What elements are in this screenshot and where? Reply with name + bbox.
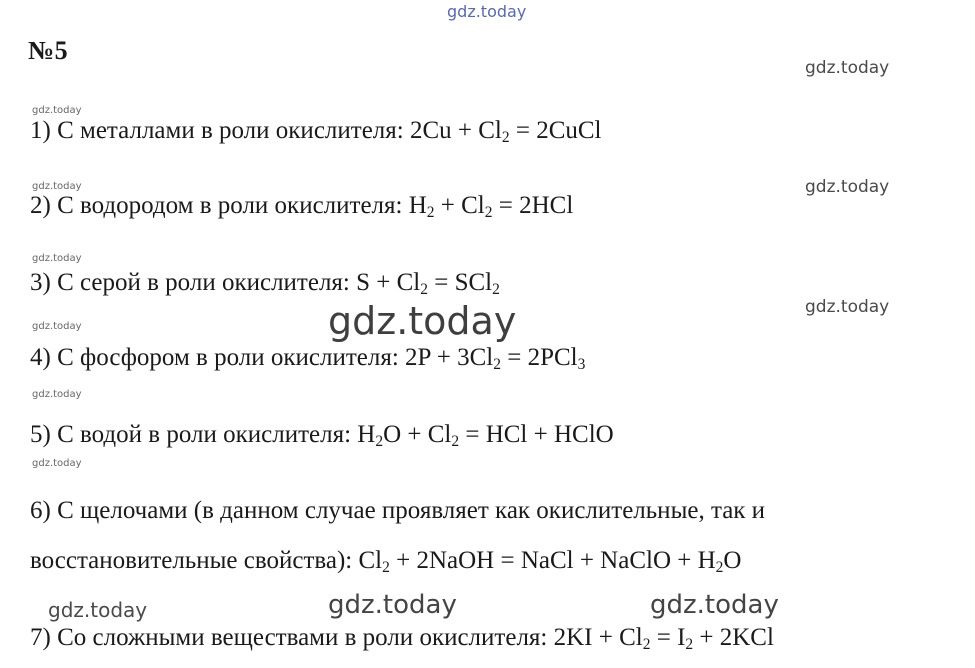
watermark-tiny-4: gdz.today [32, 321, 82, 332]
subscript: 2 [426, 203, 435, 221]
subscript: 2 [375, 432, 384, 450]
watermark-bottom-mid: gdz.today [328, 590, 457, 620]
watermark-tiny-6: gdz.today [32, 458, 82, 469]
reaction-line-1 [30, 117, 602, 146]
watermark-tiny-2: gdz.today [32, 181, 82, 192]
watermark-tiny-1: gdz.today [32, 105, 82, 116]
reaction-line-5 [30, 421, 614, 450]
line-text: = HCl + HClO [459, 421, 614, 448]
problem-number: №5 [28, 36, 69, 65]
subscript: 2 [420, 280, 428, 298]
subscript: 2 [382, 558, 390, 576]
watermark-top: gdz.today [447, 2, 527, 21]
line-text: 7) Со сложными веществами в роли окислителя: 2KI + Cl [30, 624, 643, 651]
watermark-tiny-3: gdz.today [32, 253, 82, 264]
subscript: 2 [484, 203, 493, 221]
reaction-line-2 [30, 192, 574, 221]
subscript: 3 [577, 355, 586, 373]
reaction-line-6 [30, 498, 765, 523]
reaction-line-3 [30, 269, 500, 298]
subscript: 2 [492, 280, 500, 298]
line-text: + 2NaOH = NaCl + NaClO + H [389, 547, 716, 574]
line-text: O [723, 547, 742, 574]
watermark-bottom-left: gdz.today [48, 598, 148, 622]
line-text: O + Cl [383, 421, 452, 448]
subscript: 2 [501, 128, 510, 146]
subscript: 2 [451, 432, 460, 450]
line-text: = 2CuCl [509, 117, 602, 144]
subscript: 2 [493, 355, 501, 373]
line-text: 4) С фосфором в роли окислителя: 2P + 3Cl [30, 344, 494, 371]
reaction-line-7 [30, 547, 742, 576]
line-text: = 2PCl [500, 344, 578, 371]
line-text: = I [650, 624, 686, 651]
subscript: 2 [642, 635, 651, 653]
line-text: = SCl [428, 269, 493, 296]
watermark-bottom-right: gdz.today [650, 590, 779, 620]
reaction-line-4 [30, 344, 586, 373]
subscript: 2 [685, 635, 694, 653]
reaction-line-8 [30, 624, 774, 653]
line-text: восстановительные свойства): Cl [30, 547, 383, 574]
watermark-tiny-5: gdz.today [32, 389, 82, 400]
watermark-center: gdz.today [328, 299, 517, 343]
watermark-right-1: gdz.today [805, 58, 890, 78]
line-text: + 2KCl [693, 624, 774, 651]
watermark-right-2: gdz.today [805, 177, 890, 197]
line-text: 3) С серой в роли окислителя: S + Cl [30, 269, 421, 296]
line-text: + Cl [434, 192, 485, 219]
watermark-right-3: gdz.today [805, 297, 890, 317]
line-text: 1) С металлами в роли окислителя: 2Cu + Cl [30, 117, 502, 144]
subscript: 2 [715, 558, 724, 576]
line-text: 6) С щелочами (в данном случае проявляет как окислительные, так и [30, 497, 766, 524]
line-text: 2) С водородом в роли окислителя: H [30, 192, 427, 219]
line-text: = 2HCl [492, 192, 574, 219]
line-text: 5) С водой в роли окислителя: H [30, 421, 376, 448]
